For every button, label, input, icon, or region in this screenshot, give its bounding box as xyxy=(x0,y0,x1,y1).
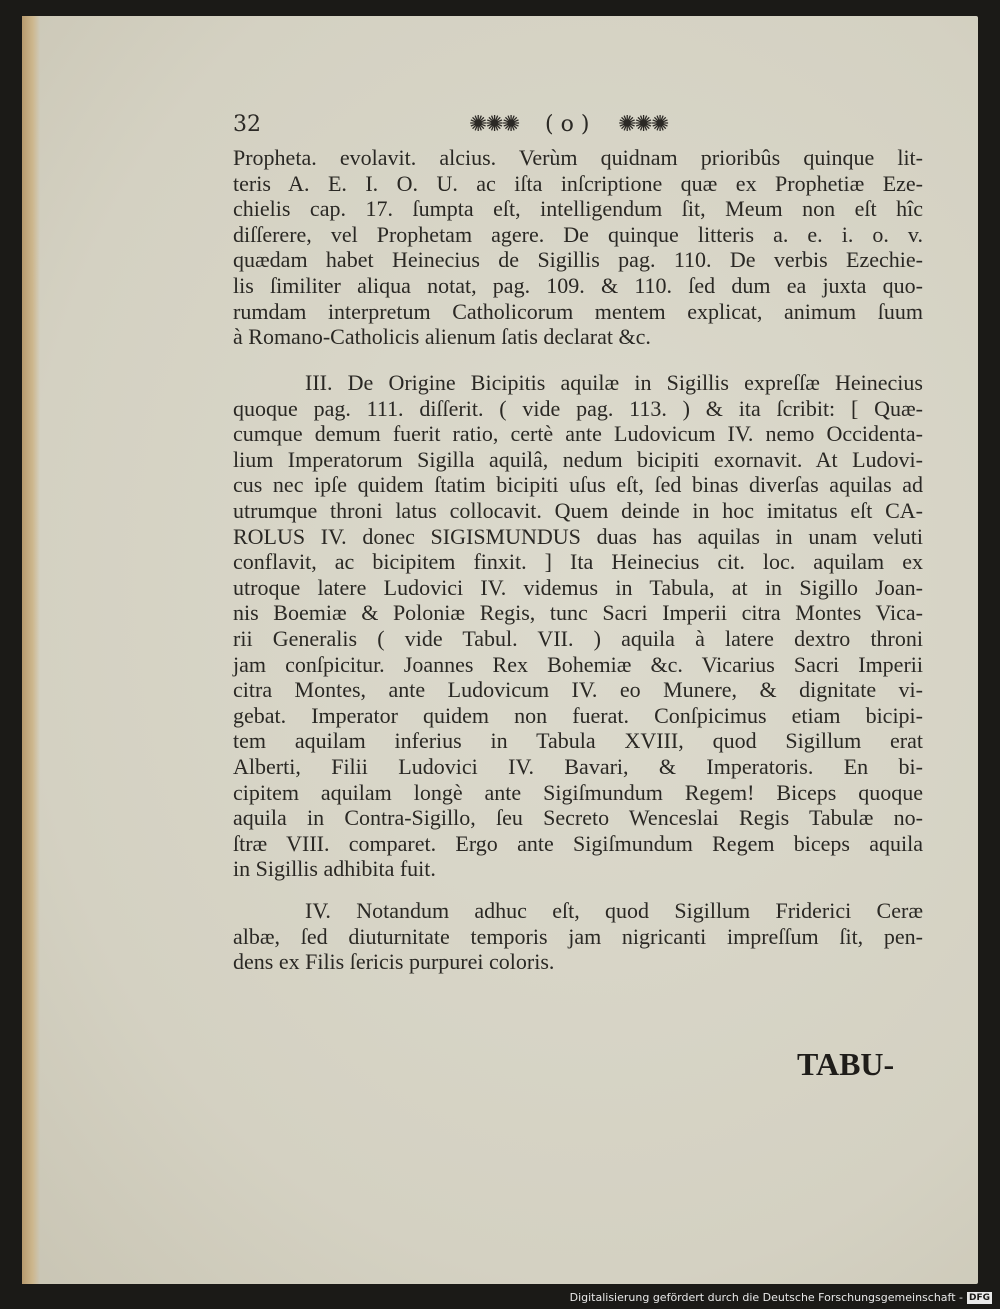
text-line: quoque pag. 111. diſſerit. ( vide pag. 113. ) & ita ſcribit: [ Quæ- xyxy=(233,395,923,421)
text-line: jam conſpicitur. Joannes Rex Bohemiæ &c. Vicarius Sacri Imperii xyxy=(233,651,923,677)
text-line: utrumque throni latus collocavit. Quem deinde in hoc imitatus eſt CA- xyxy=(233,497,923,523)
text-line: citra Montes, ante Ludovicum IV. eo Munere, & dignitate vi- xyxy=(233,677,923,703)
page-binding-edge xyxy=(22,16,40,1284)
text-line: teris A. E. I. O. U. ac iſta inſcriptione quæ ex Prophetiæ Eze- xyxy=(233,170,923,196)
page-header xyxy=(233,112,693,144)
footer-text: Digitalisierung gefördert durch die Deutsche Forschungsgemeinschaft - xyxy=(569,1291,963,1304)
text-line: lis ſimiliter aliqua notat, pag. 109. & 110. ſed dum ea juxta quo- xyxy=(233,272,923,298)
text-line: cus nec ipſe quidem ſtatim bicipiti uſus eſt, ſed binas diverſas aquilas ad xyxy=(233,472,923,498)
text-line: dens ex Filis ſericis purpurei coloris. xyxy=(233,949,555,975)
paragraph-3 xyxy=(233,898,923,975)
text-line: gebat. Imperator quidem non fuerat. Conſpicimus etiam bicipi- xyxy=(233,702,923,728)
dfg-footer xyxy=(570,1291,992,1304)
text-line: conflavit, ac bicipitem finxit. ] Ita Heinecius cit. loc. aquilam ex xyxy=(233,549,923,575)
text-line: ſtræ VIII. comparet. Ergo ante Sigiſmundum Regem biceps aquila xyxy=(233,830,923,856)
dfg-logo-icon: DFG xyxy=(968,1292,990,1303)
text-line: rumdam interpretum Catholicorum mentem explicat, animum ſuum xyxy=(233,298,923,324)
text-line: diſſerere, vel Prophetam agere. De quinque litteris a. e. i. o. v. xyxy=(233,221,923,247)
text-line: tem aquilam inferius in Tabula XVIII, quod Sigillum erat xyxy=(233,728,923,754)
text-line: IV. Notandum adhuc eſt, quod Sigillum Friderici Ceræ xyxy=(305,898,923,923)
catchword: TABU- xyxy=(797,1046,895,1082)
text-line: in Sigillis adhibita fuit. xyxy=(233,856,436,882)
paragraph-1 xyxy=(233,145,923,350)
page-number: 32 xyxy=(233,112,261,137)
text-line: cumque demum fuerit ratio, certè ante Ludovicum IV. nemo Occidenta- xyxy=(233,421,923,447)
text-line: cipitem aquilam longè ante Sigiſmundum Regem! Biceps quoque xyxy=(233,779,923,805)
ornament-left-icon: ✺✺✺ xyxy=(469,112,519,137)
ornament-right-icon: ✺✺✺ xyxy=(618,112,668,137)
text-line: rii Generalis ( vide Tabul. VII. ) aquila à latere dextro throni xyxy=(233,625,923,651)
text-line: Propheta. evolavit. alcius. Verùm quidnam prioribûs quinque lit- xyxy=(233,145,923,170)
text-line: Alberti, Filii Ludovici IV. Bavari, & Imperatoris. En bi- xyxy=(233,753,923,779)
text-line: utroque latere Ludovici IV. videmus in Tabula, at in Sigillo Joan- xyxy=(233,574,923,600)
text-line: aquila in Contra-Sigillo, ſeu Secreto Wenceslai Regis Tabulæ no- xyxy=(233,805,923,831)
text-line: ROLUS IV. donec SIGISMUNDUS duas has aquilas in unam veluti xyxy=(233,523,923,549)
text-line: quædam habet Heinecius de Sigillis pag. 110. De verbis Ezechie- xyxy=(233,247,923,273)
text-line: à Romano-Catholicis alienum ſatis declarat &c. xyxy=(233,324,651,350)
running-title: ( o ) xyxy=(545,112,590,137)
text-line: III. De Origine Bicipitis aquilæ in Sigillis expreſſæ Heinecius xyxy=(305,370,923,395)
paragraph-2 xyxy=(233,370,923,882)
text-line: lium Imperatorum Sigilla aquilâ, nedum bicipiti exornavit. At Ludovi- xyxy=(233,446,923,472)
text-line: chielis cap. 17. ſumpta eſt, intelligendum ſit, Meum non eſt hîc xyxy=(233,196,923,222)
text-line: albæ, ſed diuturnitate temporis jam nigricanti impreſſum ſit, pen- xyxy=(233,923,923,949)
text-line: nis Boemiæ & Poloniæ Regis, tunc Sacri Imperii citra Montes Vica- xyxy=(233,600,923,626)
